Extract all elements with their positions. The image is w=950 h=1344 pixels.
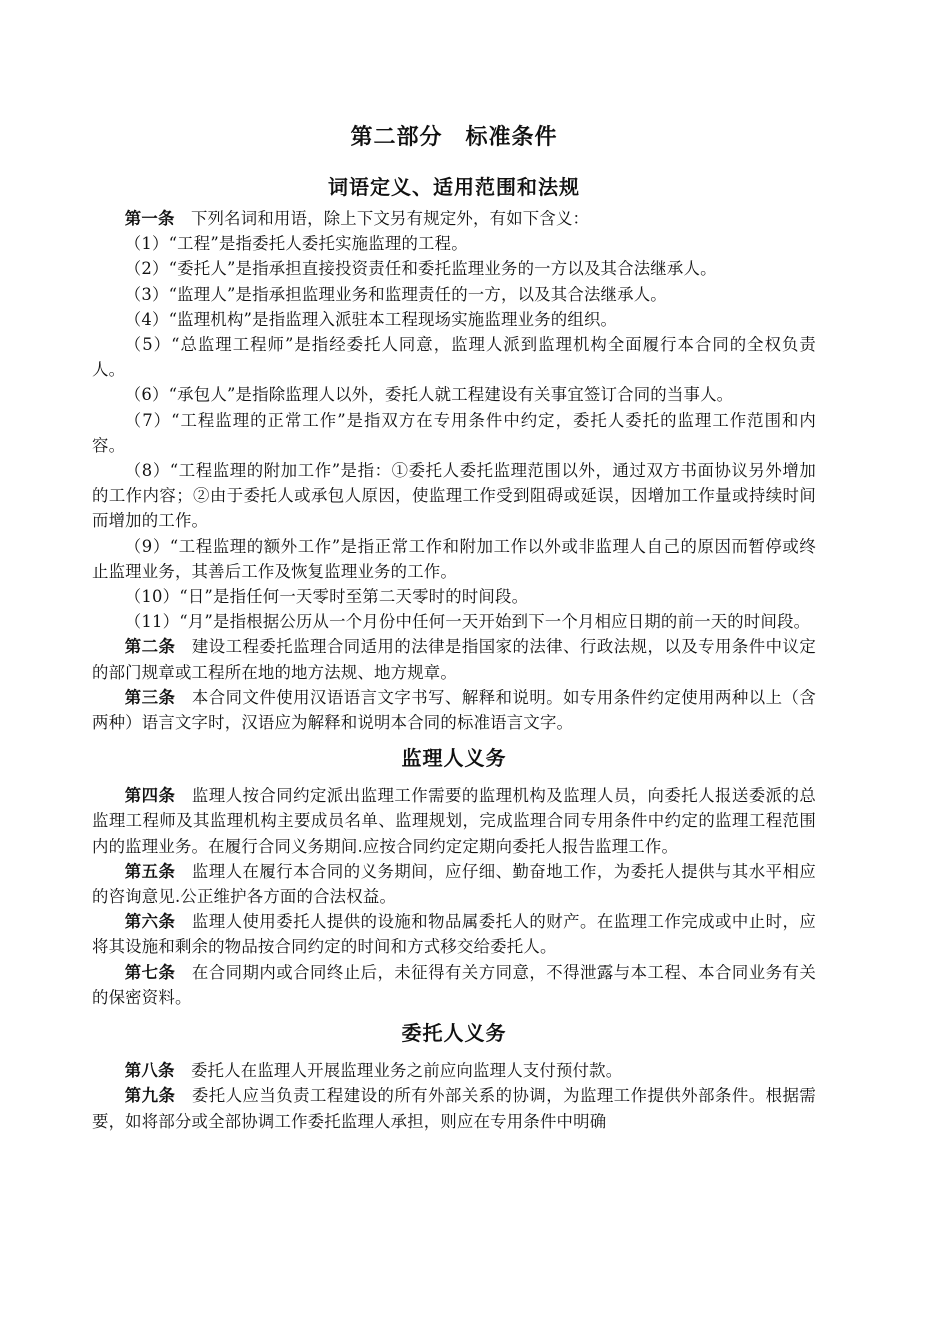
- paragraph-text: （5）“总监理工程师”是指经委托人同意，监理人派到监理机构全面履行本合同的全权负责人。: [92, 335, 816, 380]
- article-number: 第四条: [124, 786, 176, 806]
- definition-item: [92, 382, 816, 407]
- section-title: 监理人义务: [401, 746, 507, 771]
- sections-container: [92, 170, 816, 1134]
- paragraph-text: 监理人在履行本合同的义务期间，应仔细、勤奋地工作，为委托人提供与其水平相应的咨询意见.公正维护各方面的合法权益。: [92, 861, 816, 907]
- article-paragraph: [92, 960, 816, 1010]
- paragraph-text: （11）“月”是指根据公历从一个月份中任何一天开始到下一个月相应日期的前一天的时间段。: [124, 612, 811, 632]
- article-number: 第八条: [124, 1061, 175, 1081]
- article-number: 第五条: [124, 861, 176, 881]
- article-paragraph: [92, 909, 816, 959]
- paragraph-text: （10）“日”是指任何一天零时至第二天零时的时间段。: [124, 587, 529, 607]
- paragraph-text: （8）“工程监理的附加工作”是指：①委托人委托监理范围以外，通过双方书面协议另外增加的工作内容；②由于委托人或承包人原因，使监理工作受到阻碍或延误，因增加工作量或持续时间而增加的工作。: [92, 461, 816, 531]
- article-number: 第六条: [124, 912, 176, 932]
- article-paragraph: [92, 634, 816, 684]
- definition-item: [92, 408, 816, 458]
- article-paragraph: [92, 206, 816, 231]
- article-number: 第九条: [124, 1086, 176, 1106]
- definition-item: [92, 282, 816, 307]
- article-paragraph: [92, 1083, 816, 1133]
- definition-item: [92, 534, 816, 584]
- definition-item: [92, 256, 816, 281]
- paragraph-text: （6）“承包人”是指除监理人以外，委托人就工程建设有关事宜签订合同的当事人。: [124, 385, 734, 405]
- definition-item: [92, 307, 816, 332]
- section-title: 委托人义务: [401, 1021, 507, 1046]
- paragraph-text: 监理人使用委托人提供的设施和物品属委托人的财产。在监理工作完成或中止时，应将其设施和剩余的物品按合同约定的时间和方式移交给委托人。: [92, 912, 816, 957]
- definition-item: [92, 609, 816, 634]
- paragraph-text: 本合同文件使用汉语语言文字书写、解释和说明。如专用条件约定使用两种以上（含两种）语言文字时，汉语应为解释和说明本合同的标准语言文字。: [92, 687, 816, 733]
- paragraph-text: （2）“委托人”是指承担直接投资责任和委托监理业务的一方以及其合法继承人。: [124, 259, 717, 279]
- article-number: 第一条: [124, 209, 175, 228]
- paragraph-text: （9）“工程监理的额外工作”是指正常工作和附加工作以外或非监理人自己的原因而暂停或终止监理业务，其善后工作及恢复监理业务的工作。: [92, 536, 816, 581]
- definition-item: [92, 231, 816, 256]
- paragraph-text: 建设工程委托监理合同适用的法律是指国家的法律、行政法规，以及专用条件中议定的部门规章或工程所在地的地方法规、地方规章。: [92, 637, 816, 682]
- part-title: 第二部分 标准条件: [350, 124, 558, 150]
- paragraph-text: （4）“监理机构”是指监理入派驻本工程现场实施监理业务的组织。: [124, 309, 618, 329]
- article-paragraph: [92, 685, 816, 735]
- definition-item: [92, 584, 816, 609]
- paragraph-text: 委托人在监理人开展监理业务之前应向监理人支付预付款。: [190, 1061, 623, 1081]
- paragraph-text: （3）“监理人”是指承担监理业务和监理责任的一方，以及其合法继承人。: [124, 284, 667, 304]
- article-paragraph: [92, 1058, 816, 1083]
- document-body: [92, 118, 816, 1134]
- paragraph-text: 在合同期内或合同终止后，未征得有关方同意，不得泄露与本工程、本合同业务有关的保密资料。: [92, 962, 816, 1007]
- article-paragraph: [92, 783, 816, 859]
- section-title: 词语定义、适用范围和法规: [328, 175, 580, 199]
- paragraph-text: （7）“工程监理的正常工作”是指双方在专用条件中约定，委托人委托的监理工作范围和内容。: [92, 410, 816, 455]
- definition-item: [92, 458, 816, 534]
- article-number: 第二条: [124, 637, 176, 657]
- article-number: 第三条: [124, 687, 176, 707]
- article-paragraph: [92, 859, 816, 909]
- paragraph-text: （1）“工程”是指委托人委托实施监理的工程。: [124, 234, 468, 254]
- article-number: 第七条: [124, 962, 176, 982]
- definition-item: [92, 332, 816, 382]
- paragraph-text: 监理人按合同约定派出监理工作需要的监理机构及监理人员，向委托人报送委派的总监理工程师及其监理机构主要成员名单、监理规划，完成监理合同专用条件中约定的监理工程范围内的监理业务。在履行合同义务期间.应按合同约定定期向委托人报告监理工作。: [92, 786, 816, 856]
- paragraph-text: 下列名词和用语，除上下文另有规定外，有如下含义：: [190, 209, 590, 228]
- paragraph-text: 委托人应当负责工程建设的所有外部关系的协调，为监理工作提供外部条件。根据需要，如将部分或全部协调工作委托监理人承担，则应在专用条件中明确: [92, 1086, 816, 1131]
